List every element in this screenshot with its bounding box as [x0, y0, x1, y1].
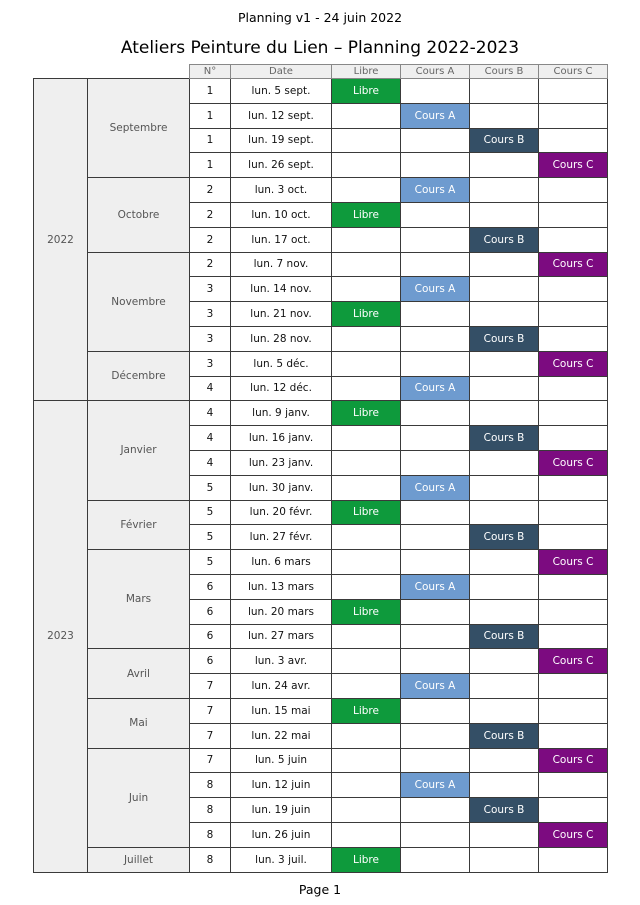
session-date: lun. 17 oct.	[231, 227, 332, 252]
slot-libre-badge: Libre	[332, 401, 401, 426]
empty-cell	[470, 153, 539, 178]
slot-cours-c-badge: Cours C	[539, 153, 608, 178]
empty-cell	[539, 798, 608, 823]
session-number: 6	[190, 599, 231, 624]
slot-cours-c-badge: Cours C	[539, 252, 608, 277]
year-cell: 2022	[34, 79, 88, 401]
slot-cours-c-badge: Cours C	[539, 450, 608, 475]
slot-cours-a-badge: Cours A	[401, 376, 470, 401]
empty-cell	[401, 748, 470, 773]
empty-cell	[539, 128, 608, 153]
empty-cell	[539, 79, 608, 104]
month-cell: Février	[88, 500, 190, 550]
slot-libre-badge: Libre	[332, 698, 401, 723]
empty-cell	[332, 351, 401, 376]
empty-cell	[332, 475, 401, 500]
empty-cell	[539, 376, 608, 401]
column-header-cours-a: Cours A	[401, 65, 470, 79]
session-number: 7	[190, 723, 231, 748]
empty-cell	[401, 79, 470, 104]
session-number: 7	[190, 674, 231, 699]
month-cell: Juin	[88, 748, 190, 847]
column-header-date: Date	[231, 65, 332, 79]
empty-cell	[539, 599, 608, 624]
empty-cell	[332, 277, 401, 302]
empty-cell	[470, 599, 539, 624]
empty-cell	[401, 426, 470, 451]
table-header-row	[34, 65, 608, 79]
empty-cell	[539, 103, 608, 128]
session-date: lun. 12 juin	[231, 773, 332, 798]
slot-cours-c-badge: Cours C	[539, 351, 608, 376]
empty-cell	[401, 202, 470, 227]
empty-cell	[539, 723, 608, 748]
session-date: lun. 20 mars	[231, 599, 332, 624]
empty-cell	[539, 202, 608, 227]
slot-cours-b-badge: Cours B	[470, 624, 539, 649]
slot-cours-a-badge: Cours A	[401, 773, 470, 798]
empty-cell	[470, 822, 539, 847]
planning-body	[34, 79, 608, 873]
slot-libre-badge: Libre	[332, 500, 401, 525]
empty-cell	[539, 326, 608, 351]
empty-cell	[332, 723, 401, 748]
column-header-libre: Libre	[332, 65, 401, 79]
empty-cell	[470, 773, 539, 798]
session-number: 6	[190, 624, 231, 649]
table-row	[34, 748, 608, 773]
empty-cell	[470, 79, 539, 104]
empty-cell	[470, 178, 539, 203]
empty-cell	[401, 500, 470, 525]
session-number: 1	[190, 103, 231, 128]
session-number: 5	[190, 525, 231, 550]
session-date: lun. 27 févr.	[231, 525, 332, 550]
column-header-num: N°	[190, 65, 231, 79]
header-blank	[34, 65, 88, 79]
session-number: 1	[190, 79, 231, 104]
session-number: 4	[190, 426, 231, 451]
session-date: lun. 22 mai	[231, 723, 332, 748]
month-cell: Janvier	[88, 401, 190, 500]
session-date: lun. 3 avr.	[231, 649, 332, 674]
session-date: lun. 19 juin	[231, 798, 332, 823]
empty-cell	[332, 624, 401, 649]
session-date: lun. 5 juin	[231, 748, 332, 773]
session-number: 3	[190, 351, 231, 376]
session-number: 1	[190, 153, 231, 178]
table-row	[34, 500, 608, 525]
session-number: 2	[190, 178, 231, 203]
session-number: 2	[190, 202, 231, 227]
session-number: 6	[190, 649, 231, 674]
empty-cell	[470, 302, 539, 327]
empty-cell	[332, 153, 401, 178]
year-cell: 2023	[34, 401, 88, 872]
slot-cours-b-badge: Cours B	[470, 723, 539, 748]
empty-cell	[401, 227, 470, 252]
slot-cours-b-badge: Cours B	[470, 798, 539, 823]
empty-cell	[332, 798, 401, 823]
slot-libre-badge: Libre	[332, 599, 401, 624]
slot-cours-b-badge: Cours B	[470, 426, 539, 451]
session-number: 7	[190, 748, 231, 773]
session-date: lun. 23 janv.	[231, 450, 332, 475]
empty-cell	[539, 426, 608, 451]
empty-cell	[470, 103, 539, 128]
empty-cell	[332, 103, 401, 128]
slot-libre-badge: Libre	[332, 302, 401, 327]
session-number: 3	[190, 277, 231, 302]
slot-cours-c-badge: Cours C	[539, 822, 608, 847]
session-number: 4	[190, 401, 231, 426]
session-date: lun. 5 sept.	[231, 79, 332, 104]
empty-cell	[539, 525, 608, 550]
slot-cours-b-badge: Cours B	[470, 326, 539, 351]
session-date: lun. 19 sept.	[231, 128, 332, 153]
session-date: lun. 3 juil.	[231, 847, 332, 872]
empty-cell	[332, 376, 401, 401]
empty-cell	[332, 550, 401, 575]
empty-cell	[332, 748, 401, 773]
session-date: lun. 15 mai	[231, 698, 332, 723]
session-number: 6	[190, 574, 231, 599]
document-title: Ateliers Peinture du Lien – Planning 2022-2023	[120, 38, 520, 58]
slot-cours-b-badge: Cours B	[470, 227, 539, 252]
session-date: lun. 26 juin	[231, 822, 332, 847]
table-row	[34, 79, 608, 104]
column-header-cours-b: Cours B	[470, 65, 539, 79]
month-cell: Juillet	[88, 847, 190, 872]
header-blank	[88, 65, 190, 79]
empty-cell	[332, 649, 401, 674]
page-number: Page 1	[298, 882, 342, 897]
session-number: 8	[190, 798, 231, 823]
slot-cours-a-badge: Cours A	[401, 103, 470, 128]
slot-cours-a-badge: Cours A	[401, 475, 470, 500]
session-date: lun. 20 févr.	[231, 500, 332, 525]
session-date: lun. 9 janv.	[231, 401, 332, 426]
empty-cell	[470, 500, 539, 525]
month-cell: Avril	[88, 649, 190, 699]
session-number: 5	[190, 475, 231, 500]
session-number: 4	[190, 376, 231, 401]
table-row	[34, 401, 608, 426]
empty-cell	[401, 153, 470, 178]
slot-cours-b-badge: Cours B	[470, 128, 539, 153]
empty-cell	[470, 351, 539, 376]
table-row	[34, 351, 608, 376]
session-date: lun. 12 sept.	[231, 103, 332, 128]
empty-cell	[539, 178, 608, 203]
empty-cell	[332, 426, 401, 451]
session-date: lun. 10 oct.	[231, 202, 332, 227]
empty-cell	[470, 649, 539, 674]
empty-cell	[401, 252, 470, 277]
empty-cell	[401, 624, 470, 649]
empty-cell	[332, 574, 401, 599]
empty-cell	[332, 178, 401, 203]
month-cell: Septembre	[88, 79, 190, 178]
month-cell: Décembre	[88, 351, 190, 401]
table-row	[34, 550, 608, 575]
empty-cell	[401, 550, 470, 575]
session-date: lun. 12 déc.	[231, 376, 332, 401]
slot-cours-c-badge: Cours C	[539, 550, 608, 575]
session-number: 3	[190, 302, 231, 327]
slot-libre-badge: Libre	[332, 847, 401, 872]
empty-cell	[332, 326, 401, 351]
slot-cours-a-badge: Cours A	[401, 277, 470, 302]
empty-cell	[401, 822, 470, 847]
empty-cell	[470, 574, 539, 599]
empty-cell	[470, 202, 539, 227]
session-date: lun. 21 nov.	[231, 302, 332, 327]
empty-cell	[401, 798, 470, 823]
empty-cell	[539, 773, 608, 798]
session-date: lun. 3 oct.	[231, 178, 332, 203]
table-row	[34, 178, 608, 203]
empty-cell	[401, 450, 470, 475]
slot-cours-c-badge: Cours C	[539, 649, 608, 674]
empty-cell	[401, 599, 470, 624]
empty-cell	[401, 302, 470, 327]
slot-cours-a-badge: Cours A	[401, 178, 470, 203]
month-cell: Novembre	[88, 252, 190, 351]
empty-cell	[332, 525, 401, 550]
session-date: lun. 16 janv.	[231, 426, 332, 451]
empty-cell	[539, 500, 608, 525]
session-date: lun. 30 janv.	[231, 475, 332, 500]
empty-cell	[539, 698, 608, 723]
session-date: lun. 27 mars	[231, 624, 332, 649]
empty-cell	[401, 351, 470, 376]
session-date: lun. 26 sept.	[231, 153, 332, 178]
empty-cell	[539, 277, 608, 302]
empty-cell	[401, 847, 470, 872]
session-number: 1	[190, 128, 231, 153]
empty-cell	[470, 475, 539, 500]
month-cell: Mai	[88, 698, 190, 748]
empty-cell	[539, 475, 608, 500]
empty-cell	[332, 450, 401, 475]
empty-cell	[401, 723, 470, 748]
empty-cell	[470, 401, 539, 426]
empty-cell	[401, 326, 470, 351]
session-date: lun. 5 déc.	[231, 351, 332, 376]
empty-cell	[401, 401, 470, 426]
table-row	[34, 649, 608, 674]
slot-libre-badge: Libre	[332, 79, 401, 104]
empty-cell	[401, 525, 470, 550]
session-number: 3	[190, 326, 231, 351]
empty-cell	[332, 128, 401, 153]
session-date: lun. 6 mars	[231, 550, 332, 575]
session-number: 5	[190, 550, 231, 575]
month-cell: Octobre	[88, 178, 190, 252]
empty-cell	[470, 252, 539, 277]
session-number: 7	[190, 698, 231, 723]
empty-cell	[401, 649, 470, 674]
session-date: lun. 28 nov.	[231, 326, 332, 351]
session-date: lun. 14 nov.	[231, 277, 332, 302]
session-number: 8	[190, 822, 231, 847]
session-number: 5	[190, 500, 231, 525]
empty-cell	[470, 847, 539, 872]
empty-cell	[470, 674, 539, 699]
session-number: 8	[190, 773, 231, 798]
empty-cell	[470, 277, 539, 302]
empty-cell	[332, 252, 401, 277]
page-header: Planning v1 - 24 juin 2022	[237, 10, 403, 25]
empty-cell	[539, 847, 608, 872]
empty-cell	[539, 674, 608, 699]
session-date: lun. 13 mars	[231, 574, 332, 599]
empty-cell	[539, 227, 608, 252]
empty-cell	[332, 227, 401, 252]
empty-cell	[539, 574, 608, 599]
session-number: 2	[190, 252, 231, 277]
slot-cours-a-badge: Cours A	[401, 674, 470, 699]
table-row	[34, 698, 608, 723]
empty-cell	[401, 698, 470, 723]
empty-cell	[470, 450, 539, 475]
empty-cell	[332, 822, 401, 847]
session-number: 4	[190, 450, 231, 475]
empty-cell	[401, 128, 470, 153]
session-number: 8	[190, 847, 231, 872]
column-header-cours-c: Cours C	[539, 65, 608, 79]
slot-cours-a-badge: Cours A	[401, 574, 470, 599]
empty-cell	[539, 302, 608, 327]
slot-libre-badge: Libre	[332, 202, 401, 227]
planning-table	[33, 64, 608, 873]
session-date: lun. 24 avr.	[231, 674, 332, 699]
table-row	[34, 847, 608, 872]
empty-cell	[470, 698, 539, 723]
month-cell: Mars	[88, 550, 190, 649]
empty-cell	[470, 376, 539, 401]
empty-cell	[470, 550, 539, 575]
empty-cell	[332, 773, 401, 798]
slot-cours-b-badge: Cours B	[470, 525, 539, 550]
empty-cell	[332, 674, 401, 699]
session-number: 2	[190, 227, 231, 252]
slot-cours-c-badge: Cours C	[539, 748, 608, 773]
empty-cell	[470, 748, 539, 773]
session-date: lun. 7 nov.	[231, 252, 332, 277]
table-row	[34, 252, 608, 277]
empty-cell	[539, 401, 608, 426]
empty-cell	[539, 624, 608, 649]
